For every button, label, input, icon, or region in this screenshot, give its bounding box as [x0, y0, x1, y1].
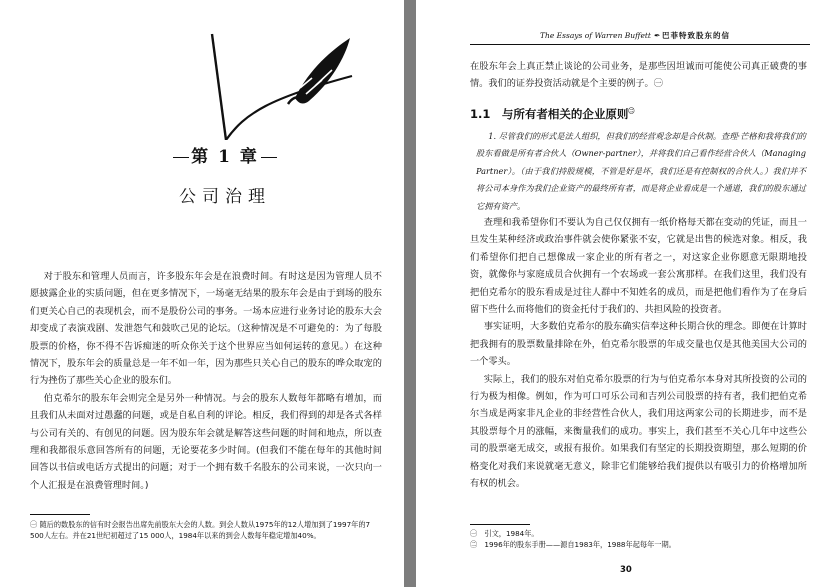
left-footnote-rule [30, 514, 90, 515]
principle-text: 1. 尽管我们的形式是法人组织，但我们的经营观念却是合伙制。查理·芒格和我将我们的股东看做是所有者合伙人（Owner-partner），并将我们自己看作经营合伙人（Managing Partner）。（由于我们持股规模，不管是好是坏，我们还是有控制权的合伙人。）我们并不将公司本身作为我们企业资产的最终所有者，而是将企业看成是一个通道，我们的股东通过它拥有资产。 [476, 131, 806, 211]
chapter-label [160, 142, 290, 167]
chapter-label-text: 第 1 章 [191, 147, 259, 167]
section-title [470, 106, 634, 122]
running-head [540, 30, 730, 41]
section-title-note-mark: ㊁ [628, 108, 635, 116]
left-footnote-text: 随后的数股东的信有时会报告出席先前股东大会的人数。到会人数从1975年的12人增加到了1997年的7 500人左右。并在21世纪初超过了15 000人，1984年以来的到会人数每年稳定增加40%。 [30, 520, 371, 540]
left-body-text [30, 268, 382, 494]
right-paragraph-2: 事实证明，大多数伯克希尔的股东确实信奉这种长期合伙的理念。即便在计算时把我拥有的股票数量排除在外，伯克希尔股票的年成交量也仅是其他美国大公司的一个零头。 [470, 321, 807, 368]
left-page [0, 0, 404, 587]
right-footnotes [470, 528, 800, 550]
feather-icon: ✒ [653, 31, 660, 40]
chapter-title: 公司治理 [179, 187, 271, 207]
left-paragraph-1: 对于股东和管理人员而言，许多股东年会是在浪费时间。有时这是因为管理人员不愿披露企业的实质问题，但在更多情况下，一场毫无结果的股东年会是由于到场的股东们更关心自己的表现机会，而不是股份公司的事务。一场本应进行业务讨论的股东大会却变成了表演戏剧、发泄怨气和鼓吹己见的论坛。（这种情况是不可避免的：为了每股股票的价格，你不得不告诉痴迷的听众你关于这个世界应当如何运转的意见。）在这种情况下，股东年会的质量总是一年不如一年，因为那些只关心自己的股东的哗众取宠的行为挫伤了那些关心企业的股东们。 [30, 271, 382, 387]
right-paragraph-3: 实际上，我们的股东对伯克希尔股票的行为与伯克希尔本身对其所投资的公司的行为极为相像。例如，作为可口可乐公司和吉列公司股票的持有者，我们把伯克希尔当成是两家非凡企业的非经营性合伙人，我们用这两家公司的长期进步，而不是其股票每个月的涨幅，来衡量我们的成功。事实上，我们甚至不关心几年中这些公司的股票毫无成交，或报有报价。如果我们有坚定的长期投资期望，那么短期的价格变化对我们来说就毫无意义，除非它们能够给我们提供以有吸引力的价格增加所有权的机会。 [470, 373, 807, 490]
right-paragraph-1: 查理和我希望你们不要认为自己仅仅拥有一纸价格每天都在变动的凭证，而且一旦发生某种经济或政治事件就会使你紧张不安，它就是出售的候选对象。相反，我们希望你们把自己想像成一家企业的所有者之一，对这家企业你愿意无限期地投资，就像你与家庭成员合伙拥有一个农场或一套公寓那样。在我们这里，我们没有把伯克希尔的股东看成是过往人群中不知姓名的成员，而是把他们看作为了在身后留下些什么而将他们的资金托付于我们的、共担风险的投资者。 [470, 217, 807, 316]
principle-block [476, 128, 806, 215]
running-head-english: The Essays of Warren Buffett [540, 31, 651, 40]
page-gutter [404, 0, 416, 587]
running-head-chinese: 巴菲特致股东的信 [662, 31, 730, 40]
right-footnote-2: ㊁ 1996年的股东手册——源自1983年，1988年起每年一期。 [470, 540, 676, 549]
right-top-text [470, 58, 807, 93]
chapter-rule-left [173, 157, 189, 158]
right-top-text-content: 在股东年会上真正禁止谈论的公司业务，是那些因坦诚而可能使公司真正破费的事情。我们的证券投资活动就是个主要的例子。 [470, 61, 807, 90]
right-body-text [470, 214, 807, 493]
left-footnote: ㊀ 随后的数股东的信有时会报告出席先前股东大会的人数。到会人数从1975年的12人增加到了1997年的7 500人左右。并在21世纪初超过了15 000人，1984年以来的到会人数每年稳定增加40%。 [30, 520, 371, 540]
quill-pen-icon [200, 28, 360, 140]
right-footnote-rule [470, 524, 530, 525]
right-footnote-1: ㊀ 引文，1984年。 [470, 529, 539, 538]
chapter-rule-right [261, 157, 277, 158]
section-title-text: 1.1 与所有者相关的企业原则 [470, 107, 629, 121]
right-top-paragraph: 在股东年会上真正禁止谈论的公司业务，是那些因坦诚而可能使公司真正破费的事情。我们的证券投资活动就是个主要的例子。㊀ [470, 61, 807, 90]
header-rule [470, 44, 810, 45]
left-paragraph-2: 伯克希尔的股东年会则完全是另外一种情况。与会的股东人数每年都略有增加，而且我们从未面对过愚蠢的问题，或是自私自利的评论。相反，我们得到的却是各式各样与公司有关的、有创见的问题。因为股东年会就是解答这些问题的时间和地点，所以查理和我都很乐意回答所有的问题，无论要花多少时间。(但我们不能在每年的其他时间回答以书信或电话方式提出的问题；对于一个拥有数千名股东的公司来说，一次只向一个人汇报是在浪费管理时间。) [30, 392, 382, 491]
page-number: 30 [620, 565, 632, 575]
